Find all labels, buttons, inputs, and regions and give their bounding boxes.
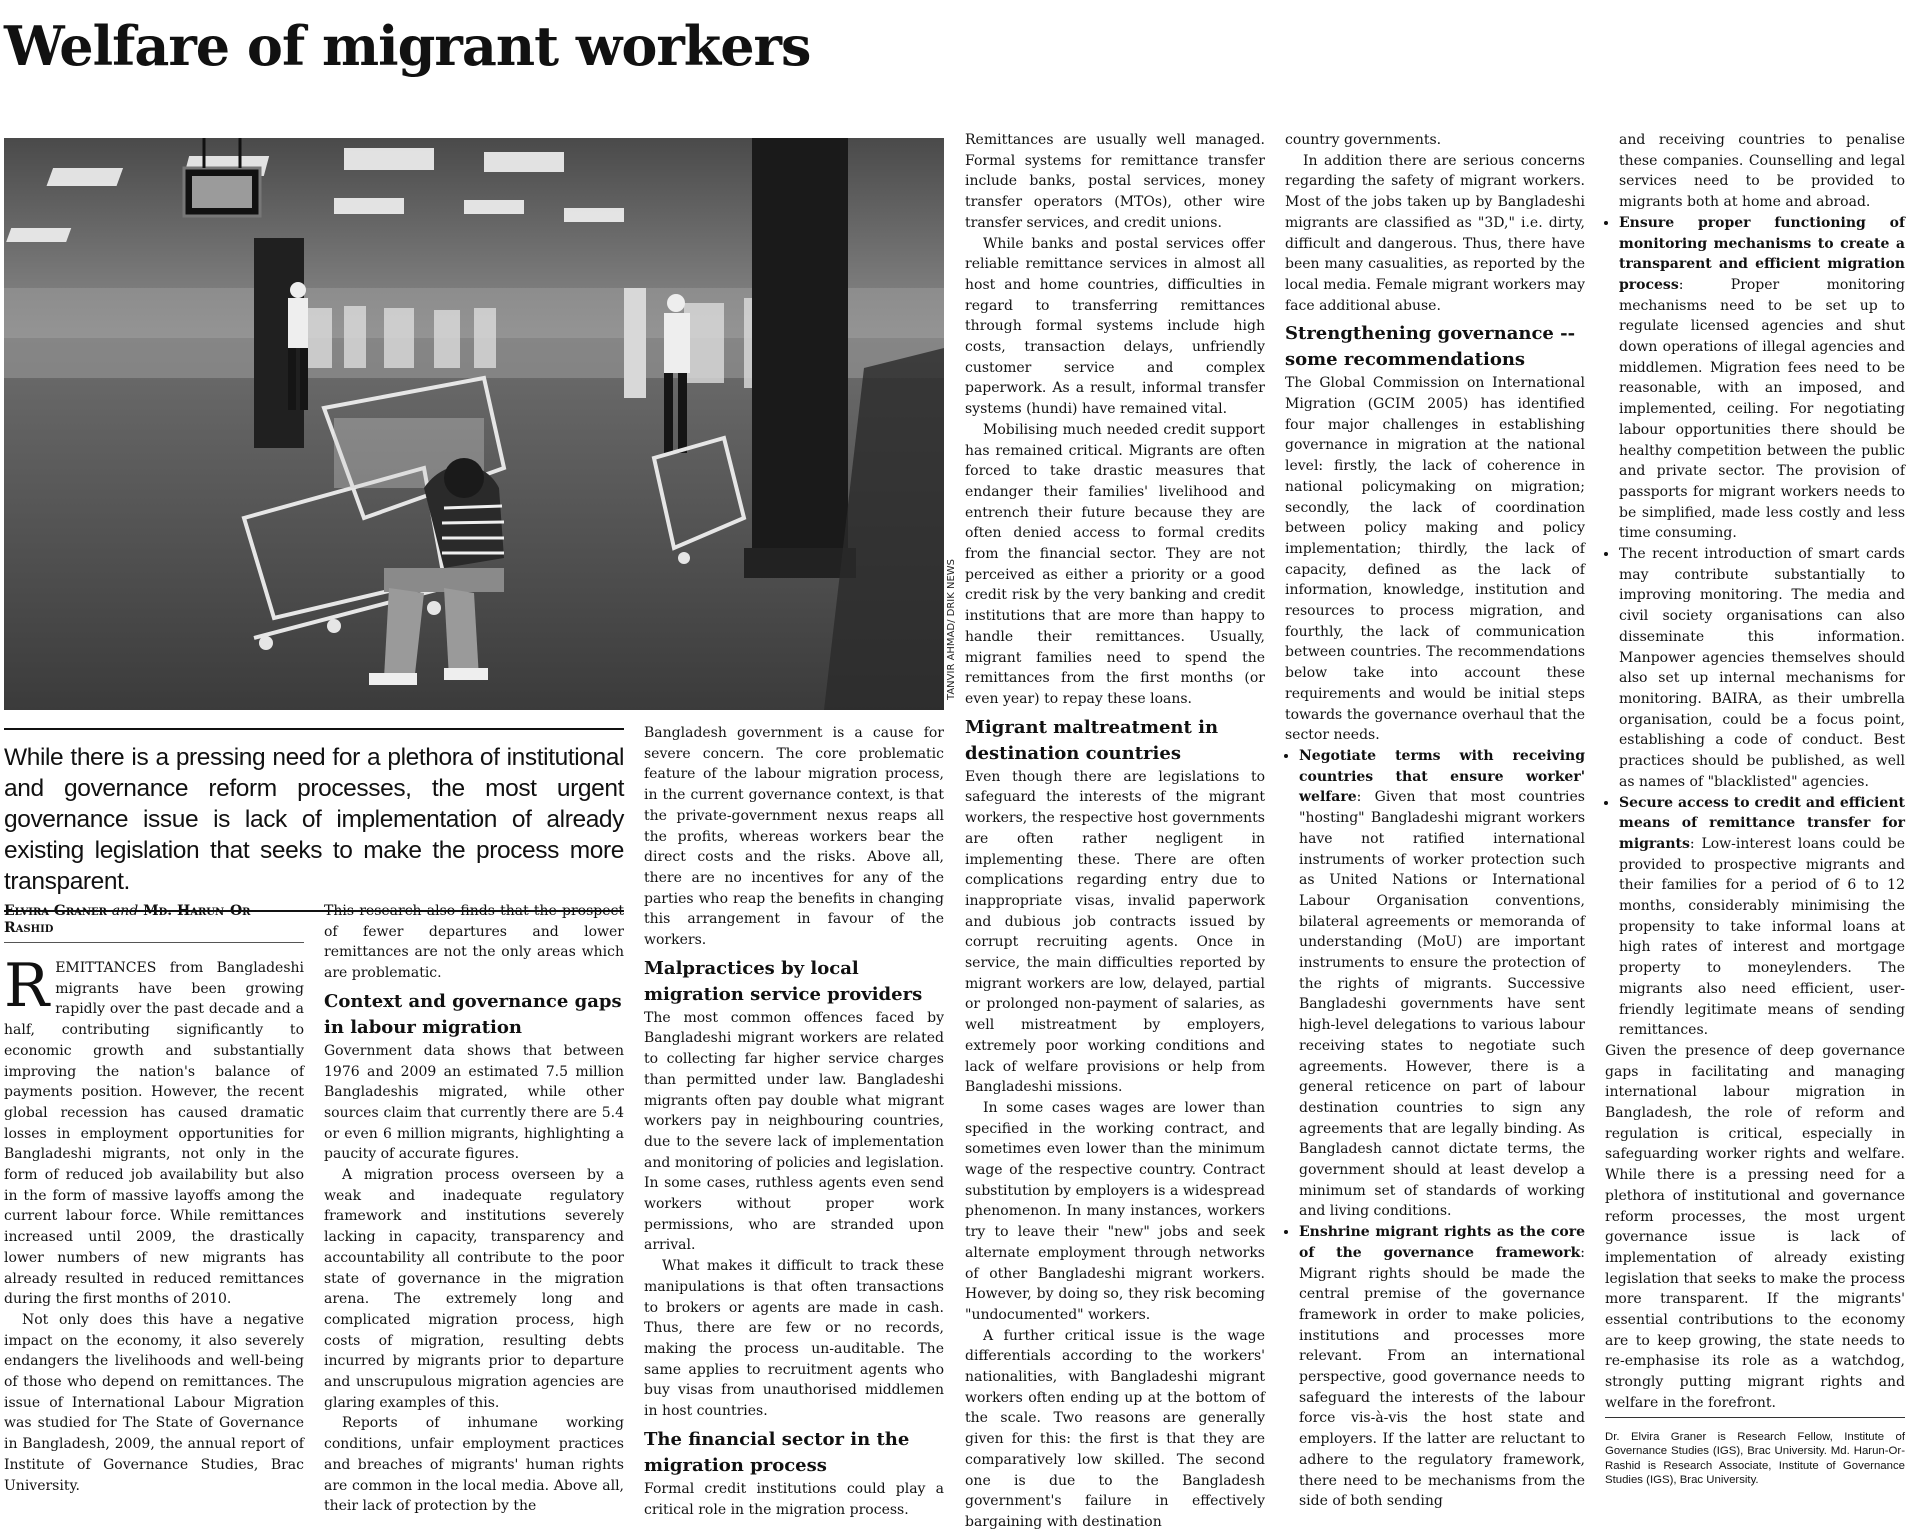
column-1: [4, 951, 304, 1503]
paragraph: The Global Commission on International Migration (GCIM 2005) has identified four major challenges in establishing governance in migration at the national level: firstly, the lack of coherence in national policymaking on migration; secondly, the lack of coordination between policy making and policy implementation; thirdly, the lack of capacity, defined as the lack of information, knowledge, institution and resources to process migration, and fourthly, the lack of communication between countries. The recommendations below take into account these requirements and would be initial steps towards the governance overhaul that the sector needs.: [1285, 375, 1585, 744]
byline: [4, 903, 304, 943]
photo-illustration: [4, 138, 944, 710]
list-item: • Negotiate terms with receiving countries that ensure worker' welfare: Given that most countries "hosting" Bangladeshi migrant workers have not ratified international instruments of worker protection such as United Nations or International Labour Organisation conventions, bilateral agreements or memoranda of understanding (MoU) are important instruments to ensure the protection of the rights of migrants. Successive Bangladeshi governments have sent high-level delegations to various labour receiving states to negotiate such agreements. However, there is a general reticence on part of labour destination countries to sign any agreements that are legally binding. As Bangladesh cannot dictate terms, the government should at least develop a minimum set of standards of working and living conditions.: [1299, 746, 1585, 1222]
paragraph: and receiving countries to penalise these companies. Counselling and legal services need to be provided to migrants both at home and abroad.: [1619, 132, 1905, 211]
paragraph: In addition there are serious concerns regarding the safety of migrant workers. Most of the jobs taken up by Bangladeshi migrants are classified as "3D," i.e. dirty, difficult and dangerous. Thus, there have been many casualities, as reported by the local media. Female migrant workers may face additional abuse.: [1285, 152, 1585, 314]
list-item-heading: Enshrine migrant rights as the core of the governance framework: [1299, 1224, 1585, 1261]
paragraph: Reports of inhumane working conditions, unfair employment practices and breaches of migrants' human rights are common in the local media. Above all, their lack of protection by the: [324, 1415, 624, 1515]
section-heading: The financial sector in the migration process: [644, 1428, 910, 1476]
paragraph: Even though there are legislations to safeguard the interests of the migrant workers, the respective host governments are often rather negligent in implementing these. There are often complications regarding entry due to inappropriate visas, invalid paperwork and dubious job contracts issued by corrupt recruiting agents. Once in service, the main difficulties reported by migrant workers are low, delayed, partial or prolonged non-payment of salaries, as well mistreatment by employers, extremely poor working conditions and lack of welfare provisions or help from Bangladeshi missions.: [965, 768, 1265, 1096]
paragraph: A further critical issue is the wage differentials according to the workers' nationalities, with Bangladeshi migrant workers often ending up at the bottom of the scale. Two reasons are generally given for this: the first is that they are comparatively low skilled. The second one is due to the Bangladesh government's failure in effectively bargaining with destination: [965, 1327, 1265, 1530]
column-4: [965, 130, 1265, 1530]
author-bio: Dr. Elvira Graner is Research Fellow, Institute of Governance Studies (IGS), Brac University. Md. Harun-Or-Rashid is Research Associate, Institute of Governance Studies (IGS), Brac University.: [1605, 1417, 1905, 1487]
author-2: Md. Harun-Or-Rashid: [4, 903, 257, 936]
paragraph: country governments.: [1285, 132, 1442, 148]
paragraph: Not only does this have a negative impact on the economy, it also severely endangers the livelihoods and well-being of those who depend on remittances. The issue of International Labour Migration was studied for The State of Governance in Bangladesh, 2009, the annual report of Institute of Governance Studies, Brac University.: [4, 1311, 304, 1494]
recommendation-list: [1605, 213, 1905, 1041]
paragraph: A migration process overseen by a weak and inadequate regulatory framework and institutions severely lacking in capacity, transparency and accountability all contribute to the poor state of governance in the migration arena. The extremely long and complicated migration process, high costs of migration, resulting debts incurred by migrants prior to departure and unscrupulous migration agencies are glaring examples of this.: [324, 1167, 624, 1411]
paragraph: Mobilising much needed credit support has remained critical. Migrants are often forced to take drastic measures that endanger their families' livelihood and entrench their future because they are often denied access to formal credits from the financial sector. They are not perceived as either a priority or a good credit risk by the very banking and credit institutions that are more than happy to handle their remittances. Usually, migrant families need to spend the remittances from the first months (or even year) to repay these loans.: [965, 421, 1265, 707]
section-heading: Strengthening governance -- some recommendations: [1285, 323, 1576, 371]
pull-quote: While there is a pressing need for a plethora of institutional and governance reform processes, the most urgent governance issue is lack of implementation of already existing legislation that seeks to make the process more transparent.: [4, 728, 624, 912]
list-item: • Secure access to credit and efficient means of remittance transfer for migrants: Low-interest loans could be provided to prospective migrants and their families for a period of 6 to 12 months, considerably minimising the propensity to take informal loans at high rates of interest and mortgage property to moneylenders. The migrants also need efficient, user-friendly legitimate means of sending remittances.: [1619, 793, 1905, 1041]
paragraph: What makes it difficult to track these manipulations is that often transactions to brokers or agents are made in cash. Thus, there are few or no records, making the process un-auditable. The same applies to recruitment agents who buy visas from unauthorised middlemen in host countries.: [644, 1258, 944, 1420]
paragraph: While banks and postal services offer reliable remittance services in almost all host and home countries, difficulties in regard to transferring remittances through formal systems include high costs, transaction delays, unfriendly customer service and complex paperwork. As a result, informal transfer systems (hundi) have remained vital.: [965, 235, 1265, 418]
paragraph: This research also finds that the prospect of fewer departures and lower remittances are not the only areas which are problematic.: [324, 903, 624, 982]
byline-and: and: [111, 903, 139, 919]
airport-photo: [4, 138, 944, 710]
section-heading: Migrant maltreatment in destination countries: [965, 716, 1219, 764]
recommendation-list: [1285, 746, 1585, 1512]
author-1: Elvira Graner: [4, 903, 107, 919]
list-item-heading: Ensure proper functioning of monitoring mechanisms to create a transparent and efficient migration process: [1619, 214, 1905, 293]
column-5: [1285, 130, 1585, 1510]
list-item: • The recent introduction of smart cards may contribute substantially to improving monitoring. The media and civil society organisations can also disseminate this information. Manpower agencies themselves should also set up internal mechanisms for monitoring. BAIRA, as their umbrella organisation, could be a focus point, establishing a code of conduct. Best practices should be published, as well as names of "blacklisted" agencies.: [1619, 544, 1905, 792]
list-item: • Enshrine migrant rights as the core of the governance framework: Migrant rights should be made the central premise of the governance framework in order to make policies, institutions and processes more relevant. From an international perspective, good governance needs to safeguard the interests of the labour force vis-à-vis the host state and employers. If the latter are reluctant to adhere to the regulatory framework, there need to be mechanisms from the side of both sending: [1299, 1222, 1585, 1512]
photo-credit: TANVIR AHMAD/ DRIK NEWS: [946, 558, 957, 700]
paragraph: Remittances are usually well managed. Formal systems for remittance transfer include banks, postal services, money transfer operators (MTOs), other wire transfer services, and credit unions.: [965, 132, 1265, 231]
paragraph: In some cases wages are lower than specified in the working contract, and sometimes even lower than the minimum wage of the respective country. Contract substitution by employers is a widespread phenomenon. In many instances, workers try to leave their "new" jobs and seek alternate employment through networks of other Bangladeshi migrant workers. However, by doing so, they risk becoming "undocumented" workers.: [965, 1099, 1265, 1323]
list-item-heading: Negotiate terms with receiving countries that ensure worker' welfare: [1299, 747, 1585, 806]
section-heading: Malpractices by local migration service providers: [644, 957, 923, 1005]
paragraph: The most common offences faced by Bangladeshi migrant workers are related to collecting far higher service charges than permitted under law. Bangladeshi migrants often pay double what migrant workers pay in neighbouring countries, due to the severe lack of implementation and monitoring of policies and legislation. In some cases, ruthless agents even send workers without proper work permissions, who are stranded upon arrival.: [644, 1009, 944, 1254]
paragraph: Bangladesh government is a cause for severe concern. The core problematic feature of the labour migration process, in the current governance context, is that the private-government nexus reaps all the profits, whereas workers bear the direct costs and the risks. Above all, there are no incentives for any of the parties who reap the benefits in changing this arrangement in favour of the workers.: [644, 725, 944, 949]
paragraph: Government data shows that between 1976 and 2009 an estimated 7.5 million Bangladeshis migrated, while other sources claim that currently there are 5.4 or even 6 million migrants, highlighting a paucity of accurate figures.: [324, 1042, 624, 1163]
section-heading: Context and governance gaps in labour migration: [324, 990, 622, 1038]
intro-paragraph: REMITTANCES from Bangladeshi migrants have been growing rapidly over the past decade and a half, contributing significantly to economic growth and substantially improving the nation's balance of payments position. However, the recent global recession has caused dramatic losses in employment opportunities for Bangladeshi migrants, not only in the form of reduced job availability but also in the form of massive layoffs among the current labour force. While remittances increased until 2009, the drastically lower numbers of new migrants has already resulted in reduced remittances during the first months of 2010.: [4, 951, 304, 1308]
column-3: [644, 723, 944, 1518]
paragraph: Formal credit institutions could play a critical role in the migration process.: [644, 1480, 944, 1518]
list-item-heading: Secure access to credit and efficient means of remittance transfer for migrants: [1619, 794, 1905, 852]
paragraph: Given the presence of deep governance gaps in facilitating and managing international labour migration in Bangladesh, the role of reform and regulation is critical, especially in safeguarding worker rights and welfare. While there is a pressing need for a plethora of institutional and governance reform processes, the most urgent governance issue is lack of implementation of already existing legislation that seeks to make the process more transparent. If the migrants' essential contributions to the economy are to keep growing, the state needs to re-emphasise its role as a watchdog, strongly putting migrant rights and welfare in the forefront.: [1605, 1042, 1905, 1411]
list-item: • Ensure proper functioning of monitoring mechanisms to create a transparent and efficient migration process: Proper monitoring mechanisms need to be set up to regulate licensed agencies and shut down operations of illegal agencies and middlemen. Migration fees need to be reasonable, with an imposed, and implemented, ceiling. For negotiating labour opportunities there should be healthy competition between the public and private sector. The provision of passports for migrant workers needs to be simplified, made less costly and less time consuming.: [1619, 213, 1905, 544]
column-2: [324, 901, 624, 1515]
drop-cap: R: [4, 951, 50, 1021]
column-6: [1605, 130, 1905, 1415]
article-title: Welfare of migrant workers: [4, 14, 811, 78]
